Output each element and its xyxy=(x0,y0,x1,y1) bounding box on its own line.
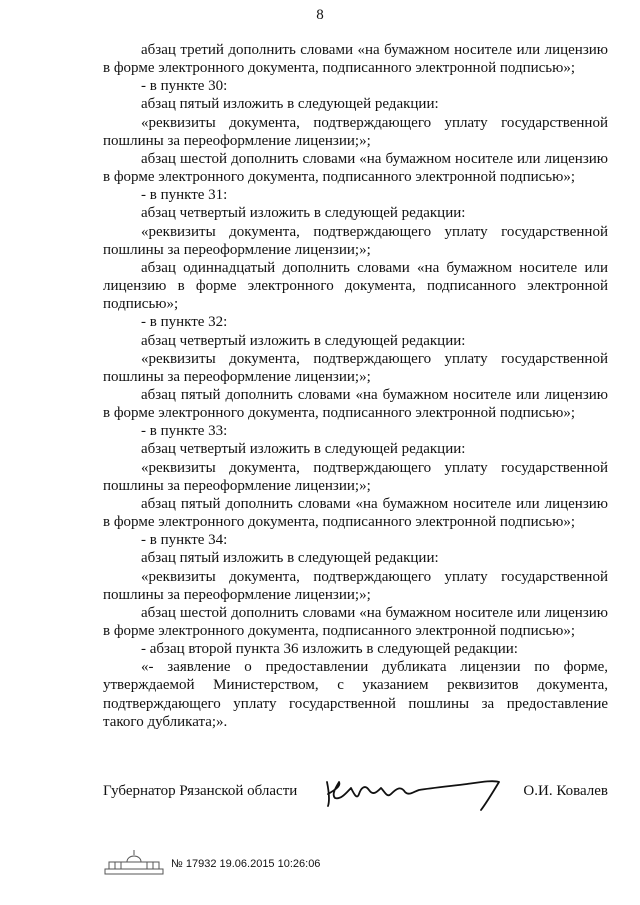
paragraph: абзац третий дополнить словами «на бумажном носителе или лицензию в форме электронного документа, подписанного электронной подписью»; xyxy=(103,42,608,77)
page-number: 8 xyxy=(316,7,324,23)
paragraph: - в пункте 30: xyxy=(141,78,228,95)
paragraph: абзац четвертый изложить в следующей редакции: xyxy=(141,332,466,349)
handwritten-signature xyxy=(321,770,521,815)
document-body xyxy=(103,41,608,731)
registration-stamp: № 17932 19.06.2015 10:26:06 xyxy=(171,858,321,870)
paragraph: абзац пятый дополнить словами «на бумажном носителе или лицензию в форме электронного документа, подписанного электронной подписью»; xyxy=(103,495,608,531)
paragraph: абзац пятый дополнить словами «на бумажном носителе или лицензию в форме электронного документа, подписанного электронной подписью»; xyxy=(103,386,608,422)
paragraph: - в пункте 31: xyxy=(141,187,228,204)
paragraph: абзац одиннадцатый дополнить словами «на бумажном носителе или лицензию в форме электронного документа, подписанного электронной подписью»; xyxy=(103,259,608,313)
paragraph: «реквизиты документа, подтверждающего уплату государственной пошлины за переоформление лицензии;»; xyxy=(103,459,608,494)
paragraph: - в пункте 32: xyxy=(141,314,228,331)
paragraph: абзац пятый изложить в следующей редакции: xyxy=(141,96,439,113)
paragraph: абзац четвертый изложить в следующей редакции: xyxy=(141,205,466,222)
paragraph: абзац пятый изложить в следующей редакции: xyxy=(141,550,439,567)
paragraph: абзац шестой дополнить словами «на бумажном носителе или лицензию в форме электронного документа, подписанного электронной подписью»; xyxy=(103,604,608,639)
logo-icon xyxy=(103,848,165,876)
paragraph: абзац четвертый изложить в следующей редакции: xyxy=(141,441,466,458)
paragraph: абзац шестой дополнить словами «на бумажном носителе или лицензию в форме электронного документа, подписанного электронной подписью»; xyxy=(103,150,608,186)
signatory-title: Губернатор Рязанской области xyxy=(103,783,298,799)
paragraph: «реквизиты документа, подтверждающего уплату государственной пошлины за переоформление лицензии;»; xyxy=(103,568,608,603)
paragraph: «- заявление о предоставлении дубликата лицензии по форме, утверждаемой Министерством, с указанием реквизитов документа, подтверждающего уплату государственной пошлины за предоставление такого дубликата;». xyxy=(103,659,608,730)
paragraph: «реквизиты документа, подтверждающего уплату государственной пошлины за переоформление лицензии;»; xyxy=(103,114,608,149)
paragraph: - в пункте 33: xyxy=(141,423,228,440)
paragraph: - абзац второй пункта 36 изложить в следующей редакции: xyxy=(141,641,518,658)
signature-block xyxy=(103,770,608,815)
paragraph: - в пункте 34: xyxy=(141,532,228,549)
paragraph: «реквизиты документа, подтверждающего уплату государственной пошлины за переоформление лицензии;»; xyxy=(103,223,608,258)
signatory-name: О.И. Ковалев xyxy=(523,783,608,799)
paragraph: «реквизиты документа, подтверждающего уплату государственной пошлины за переоформление лицензии;»; xyxy=(103,350,608,385)
